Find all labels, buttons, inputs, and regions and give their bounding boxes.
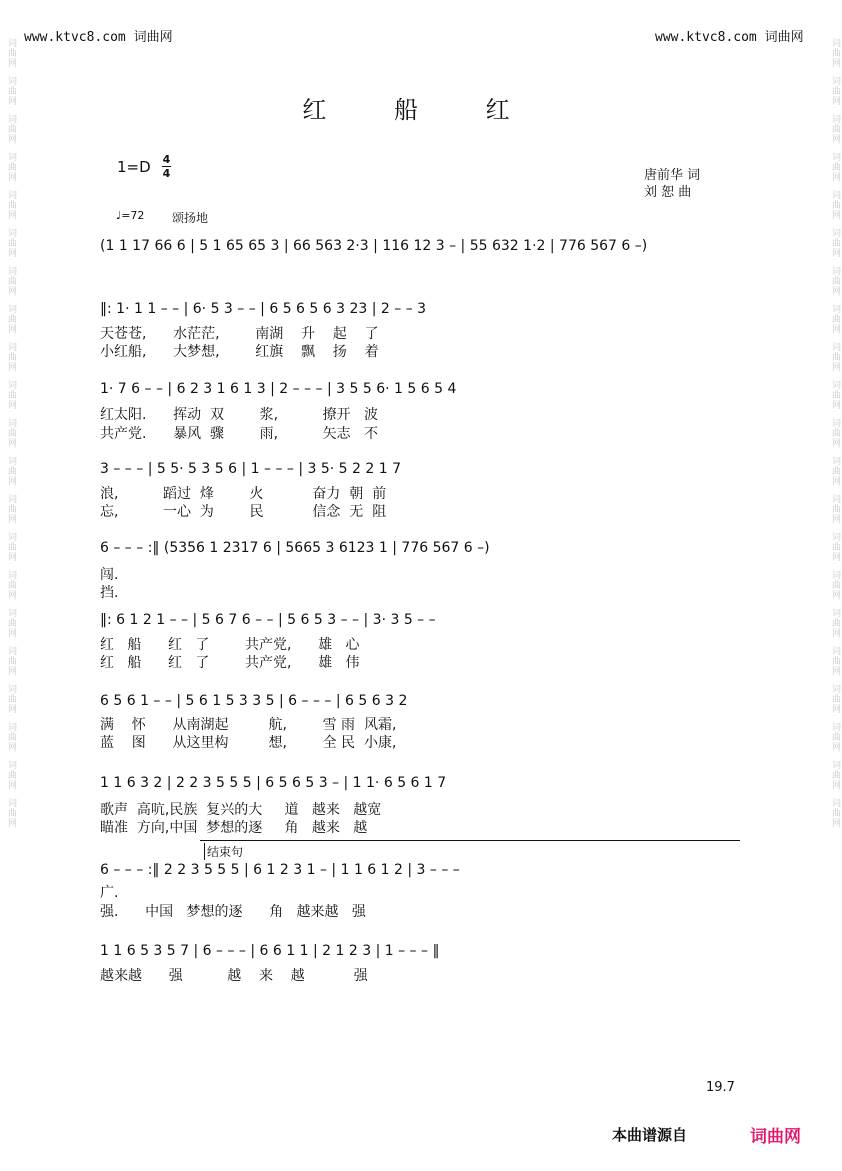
- watermark-text: 词曲网: [6, 114, 16, 144]
- watermark-text: 词曲网: [6, 722, 16, 752]
- watermark-text: 词曲网: [830, 190, 840, 220]
- watermark-text: 词曲网: [6, 570, 16, 600]
- lyric-row: 歌声 高吭,民族 复兴的大 道 越来 越宽: [100, 802, 382, 818]
- watermark-text: 词曲网: [6, 456, 16, 486]
- lyric-row: 强. 中国 梦想的逐 角 越来越 强: [100, 904, 366, 920]
- watermark-right: [826, 38, 840, 828]
- site-url-right[interactable]: www.ktvc8.com 词曲网: [655, 30, 804, 45]
- expression-mark: 颂扬地: [172, 211, 209, 225]
- watermark-text: 词曲网: [6, 418, 16, 448]
- watermark-text: 词曲网: [6, 646, 16, 676]
- watermark-text: 词曲网: [6, 304, 16, 334]
- watermark-text: 词曲网: [6, 152, 16, 182]
- source-site-link[interactable]: 词曲网: [750, 1127, 801, 1147]
- composer-credit: 刘 恕 曲: [644, 185, 692, 200]
- ending-bracket-line: [200, 840, 740, 841]
- music-row: 6 – – – :‖ (5356 1 2317 6 | 5665 3 6123 1 | 776 567 6 –): [100, 540, 490, 556]
- watermark-text: 词曲网: [830, 608, 840, 638]
- watermark-text: 词曲网: [6, 494, 16, 524]
- source-label: 本曲谱源自: [612, 1126, 688, 1144]
- watermark-text: 词曲网: [830, 570, 840, 600]
- watermark-text: 词曲网: [6, 76, 16, 106]
- watermark-text: 词曲网: [6, 798, 16, 828]
- watermark-left: [2, 38, 16, 828]
- date-stamp: 19.7: [706, 1080, 735, 1095]
- music-row: 1· 7 6 – – | 6 2 3 1 6 1 3 | 2 – – – | 3 5 5 6· 1 5 6 5 4: [100, 381, 457, 397]
- watermark-text: 词曲网: [6, 380, 16, 410]
- music-row: 6 – – – :‖ 2 2 3 5 5 5 | 6 1 2 3 1 – | 1 1 6 1 2 | 3 – – –: [100, 862, 460, 878]
- music-row: 1 1 6 5 3 5 7 | 6 – – – | 6 6 1 1 | 2 1 2 3 | 1 – – – ‖: [100, 943, 440, 959]
- time-signature: [162, 154, 171, 179]
- music-row: 3 – – – | 5 5· 5 3 5 6 | 1 – – – | 3 5· 5 2 2 1 7: [100, 461, 402, 477]
- lyric-row: 满 怀 从南湖起 航, 雪 雨 风霜,: [100, 717, 397, 733]
- lyric-row: 挡.: [100, 585, 119, 601]
- watermark-text: 词曲网: [830, 456, 840, 486]
- lyric-row: 浪, 蹈过 烽 火 奋力 朝 前: [100, 486, 387, 502]
- song-title: 红 船 红: [302, 96, 540, 124]
- watermark-text: 词曲网: [830, 494, 840, 524]
- meter-top: 4: [162, 153, 171, 166]
- watermark-text: 词曲网: [830, 76, 840, 106]
- lyric-row: 广.: [100, 885, 119, 901]
- lyric-row: 红 船 红 了 共产党, 雄 心: [100, 637, 360, 653]
- watermark-text: 词曲网: [830, 722, 840, 752]
- watermark-text: 词曲网: [830, 532, 840, 562]
- watermark-text: 词曲网: [830, 266, 840, 296]
- watermark-text: 词曲网: [6, 684, 16, 714]
- tempo-mark: ♩=72: [116, 209, 145, 222]
- watermark-text: 词曲网: [830, 380, 840, 410]
- music-row: ‖: 1· 1 1 – – | 6· 5 3 – – | 6 5 6 5 6 3 23 | 2 – – 3: [100, 301, 427, 317]
- meter-bottom: 4: [162, 167, 171, 180]
- music-row: ‖: 6 1 2 1 – – | 5 6 7 6 – – | 5 6 5 3 – – | 3· 3 5 – –: [100, 612, 436, 628]
- watermark-text: 词曲网: [6, 760, 16, 790]
- lyric-row: 闯.: [100, 567, 119, 583]
- ending-label: 结束句: [204, 843, 243, 860]
- lyric-row: 小红船, 大梦想, 红旗 飘 扬 着: [100, 344, 379, 360]
- watermark-text: 词曲网: [830, 114, 840, 144]
- key-signature: 1=D: [117, 158, 151, 176]
- lyricist-credit: 唐前华 词: [644, 168, 701, 183]
- watermark-text: 词曲网: [6, 38, 16, 68]
- watermark-text: 词曲网: [6, 608, 16, 638]
- watermark-text: 词曲网: [830, 152, 840, 182]
- lyric-row: 红 船 红 了 共产党, 雄 伟: [100, 655, 360, 671]
- music-row: (1 1 17 66 6 | 5 1 65 65 3 | 66 563 2·3 | 116 12 3 – | 55 632 1·2 | 776 567 6 –): [100, 238, 648, 254]
- watermark-text: 词曲网: [830, 38, 840, 68]
- watermark-text: 词曲网: [830, 342, 840, 372]
- watermark-text: 词曲网: [830, 684, 840, 714]
- lyric-row: 蓝 图 从这里构 想, 全 民 小康,: [100, 735, 397, 751]
- watermark-text: 词曲网: [830, 228, 840, 258]
- lyric-row: 天苍苍, 水茫茫, 南湖 升 起 了: [100, 326, 379, 342]
- watermark-text: 词曲网: [830, 646, 840, 676]
- watermark-text: 词曲网: [6, 532, 16, 562]
- site-url-left[interactable]: www.ktvc8.com 词曲网: [24, 30, 173, 45]
- watermark-text: 词曲网: [6, 342, 16, 372]
- watermark-text: 词曲网: [830, 798, 840, 828]
- watermark-text: 词曲网: [830, 304, 840, 334]
- watermark-text: 词曲网: [6, 190, 16, 220]
- lyric-row: 忘, 一心 为 民 信念 无 阻: [100, 504, 387, 520]
- lyric-row: 越来越 强 越 来 越 强: [100, 968, 368, 984]
- music-row: 1 1 6 3 2 | 2 2 3 5 5 5 | 6 5 6 5 3 – | 1 1· 6 5 6 1 7: [100, 775, 447, 791]
- music-row: 6 5 6 1 – – | 5 6 1 5 3 3 5 | 6 – – – | 6 5 6 3 2: [100, 693, 408, 709]
- lyric-row: 瞄准 方向,中国 梦想的逐 角 越来 越: [100, 820, 368, 836]
- watermark-text: 词曲网: [830, 418, 840, 448]
- watermark-text: 词曲网: [830, 760, 840, 790]
- watermark-text: 词曲网: [6, 228, 16, 258]
- watermark-text: 词曲网: [6, 266, 16, 296]
- lyric-row: 共产党. 暴风 骤 雨, 矢志 不: [100, 426, 378, 442]
- lyric-row: 红太阳. 挥动 双 浆, 撩开 波: [100, 407, 378, 423]
